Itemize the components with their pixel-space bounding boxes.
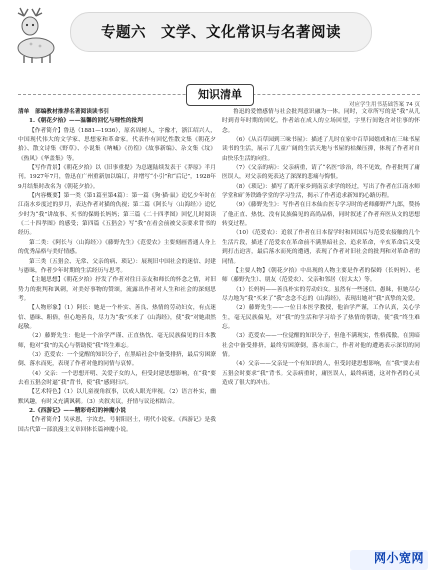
paragraph: 【作者简介】吴承恩，字汝忠，号射阳居士，明代小说家。《西游记》是我国古代第一部浪漫主义章回体长篇神魔小说。 <box>18 417 216 433</box>
right-column <box>222 108 420 388</box>
paragraph: 1.《朝花夕拾》——温馨的回忆与理性的批判 <box>29 118 143 125</box>
section-heading: 清单 部编教材推荐名著阅读读书引 <box>18 109 109 115</box>
page-header <box>0 0 438 66</box>
paragraph: 【内容概要】第一类（第1篇至第4篇）：第一篇《狗·猫·鼠》追忆少年时在江南水乡度过的岁月，表达作者对猫的仇视；第二篇《阿长与〈山海经〉》追忆少时为“我”讲故事、买书的保姆长妈妈；第三篇《二十四孝图》回忆儿时阅读《二十四孝图》的感受；第四篇《五猖会》写“我”在看会前被父亲要求背书的经历。 <box>18 193 216 237</box>
paragraph: 【主题思想】《朝花夕拾》抒发了作者对往日亲友和师长的怀念之情，对旧势力的批判和讽刺，对美好事物的赞颂，流露出作者对人生和社会的深刻思考。 <box>18 277 216 302</box>
section-badge: 知识清单 <box>186 84 254 106</box>
paragraph: 鲁迅的爱憎感情与社会批判意识融为一体。同时，文章所写的是“我”从儿时到青年时期的回忆，作者站在成人的立场回望，字里行间饱含对往事的怀念。 <box>222 109 420 134</box>
paragraph: （2）藤野先生：他是一个治学严谨、正直热忱、毫无民族偏见的日本教师，他对“我”的关心与帮助使“我”终生难忘。 <box>18 333 216 349</box>
paragraph: 【人物形象】（1）阿长：她是一个朴实、善良、热情的劳动妇女，有点迷信、愚昧、粗俗，但心地善良，尽力为“我”买来了《山海经》，使“我”对她肃然起敬。 <box>18 305 216 330</box>
paragraph: （2）藤野先生——一位日本医学教授，他治学严谨，工作认真，关心学生，毫无民族偏见，对“我”的生活和学习给予了热情的帮助，使“我”终生难忘。 <box>222 305 420 330</box>
deer-mascot-icon <box>6 6 76 64</box>
paragraph: （4）父亲：一个思想开明、关爱子女的人，但受封建思想影响，在“我”要去看五猖会时逼“我”背书，使“我”感到扫兴。 <box>18 370 216 386</box>
paragraph: 【主要人物】《朝花夕拾》中出现的人物主要是作者的保姆（长妈妈）、老师（藤野先生）、朋友（范爱农）、父亲和邻居（衍太太）等。 <box>222 267 420 284</box>
paragraph: （10）《范爱农》：追叙了作者在日本留学时和回国后与范爱农接触的几个生活片段，描述了范爱农在革命前不满黑暗社会、追求革命，辛亥革命后又受到打击迫害，最后落水而死的遭遇，表现了作者对旧社会的批判和对革命者的同情。 <box>222 230 420 265</box>
paragraph: 第二类：《阿长与〈山海经〉》《藤野先生》《范爱农》主要刻画普通人身上的优秀品格与美好情感。 <box>18 239 216 256</box>
paragraph: （8）《琐记》：描写了离开家乡到南京求学的经过，写出了作者在江南水师学堂和矿务铁路学堂的学习生活，揭示了作者追求新知的心路历程。 <box>222 183 420 200</box>
paragraph: （9）《藤野先生》：写作者在日本仙台医专学习时的老师藤野严九郎，赞扬了他正直、热忱、没有民族偏见的高尚品格，同时叙述了作者弃医从文的思想转变过程。 <box>222 202 420 228</box>
source-note: 对应学生用书基础答案 74 页 <box>349 102 420 108</box>
paragraph: 【写作背景】《朝花夕拾》以《旧事重提》为总题陆续发表于《莽原》半月刊。1927年7月，鲁迅在广州重新加以编订，并增写“小引”和“后记”，1928年9月结集时改名为《朝花夕拾》。 <box>18 165 216 190</box>
paragraph: （3）范爱农——一位觉醒的知识分子，但他不满现实，性格孤傲，在黑暗社会中备受排挤，最终穷困潦倒，落水而亡，作者对他的遭遇表示深切的同情。 <box>222 333 420 358</box>
paragraph: 第三类（五猖会、无常、父亲的病、琐记）：展现旧中国社会的迷信、封建与愚昧，作者少年时期的生活经历与思考。 <box>18 258 216 274</box>
left-column <box>18 108 216 435</box>
paragraph: （1）长妈妈——善良朴实的劳动妇女。虽然有一些迷信、愚昧，但她尽心尽力地为“我”买来了“我”念念不忘的《山海经》，表现出她对“我”真挚的关爱。 <box>222 286 420 302</box>
paragraph: （7）《父亲的病》：父亲病重，请了“名医”诊治，终不见效，作者批判了庸医误人，对父亲的死表达了深深的悲痛与悔恨。 <box>222 165 420 181</box>
paragraph: 【作者简介】鲁迅（1881—1936），原名周树人，字豫才，浙江绍兴人，中国现代伟大的文学家、思想家和革命家。代表作有回忆性散文集《朝花夕拾》、散文诗集《野草》、小说集《呐喊》《彷徨》《故事新编》、杂文集《坟》《热风》《华盖集》等。 <box>18 127 216 162</box>
title-band <box>70 12 372 52</box>
page-title: 专题六 文学、文化常识与名著阅读 <box>101 25 341 41</box>
paragraph: 【艺术特色】（1）以儿童视角叙事，以成人眼光审视。（2）语言朴实，幽默风趣，有时又充满讽刺。（3）夹叙夹议，抒情与议论相结合。 <box>18 389 216 405</box>
watermark-logo: 网小宽网 <box>373 551 424 565</box>
paragraph: （4）父亲——父亲是一个有知识的人，但受封建思想影响，在“我”要去看五猖会时要求“我”背书。父亲病重时，庸医误人，最终病逝，这对作者的心灵造成了很大的冲击。 <box>222 361 420 386</box>
paragraph: 2.《西游记》——精彩奇幻的神魔小说 <box>29 408 126 414</box>
paragraph: （6）《从百草园到三味书屋》：描述了儿时在家中百草园嬉戏和在三味书屋读书的生活，展示了儿童广阔的生活天地与书屋的枯燥压抑，体现了作者对自由快乐生活的向往。 <box>222 137 420 162</box>
paragraph: （3）范爱农：一个觉醒的知识分子，在黑暗社会中备受排挤，最后穷困潦倒、落水而死，表现了作者对他的同情与哀悼。 <box>18 351 216 368</box>
